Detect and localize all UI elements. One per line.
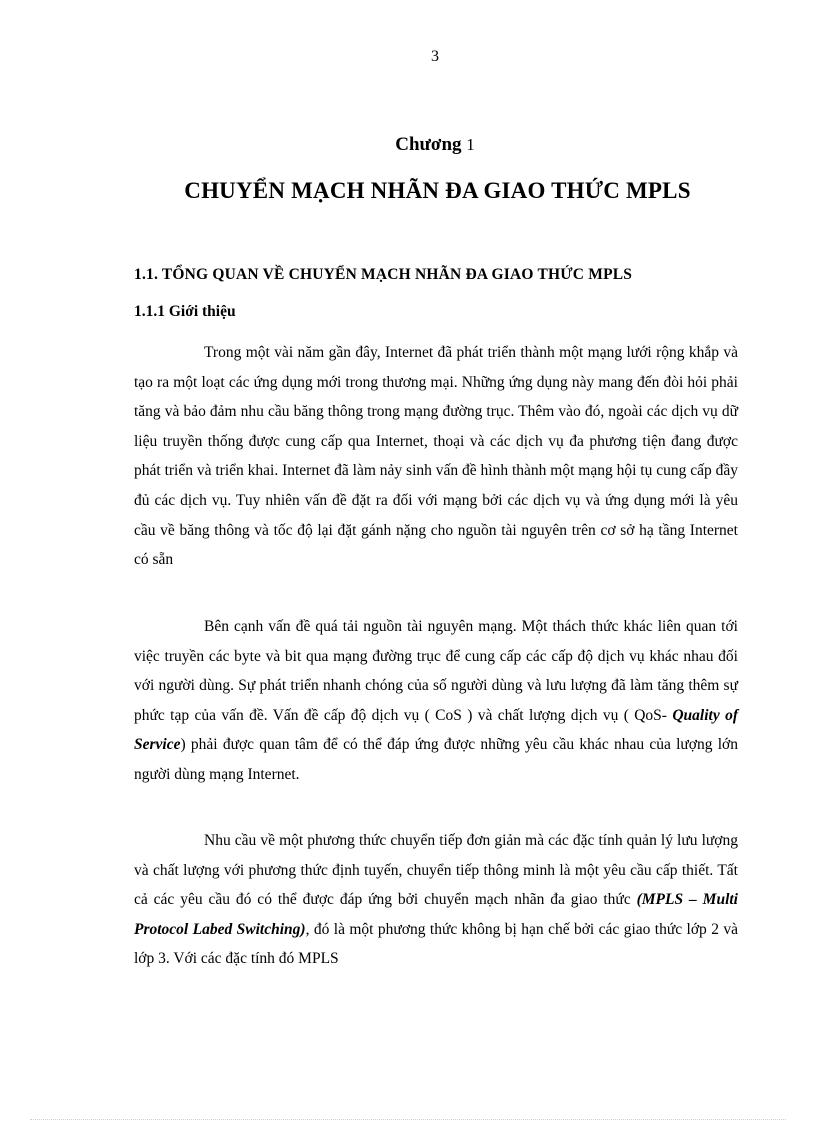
subsection-heading: 1.1.1 Giới thiệu: [134, 303, 236, 320]
section-heading: 1.1. TỔNG QUAN VỀ CHUYỂN MẠCH NHÃN ĐA GIAO THỨC MPLS: [134, 266, 633, 283]
paragraph-text: , đó là một phương thức không bị hạn chế bởi các giao thức lớp 2 và lớp 3. Với các đặc tính đó MPLS: [134, 920, 738, 968]
chapter-label: [0, 134, 816, 156]
paragraph-text: ) phải được quan tâm để có thể đáp ứng được những yêu cầu khác nhau của lượng lớn người dùng mạng Internet.: [134, 736, 738, 783]
chapter-label-word: Chương: [395, 134, 462, 155]
paragraph-text: Bên cạnh vấn đề quá tải nguồn tài nguyên mạng. Một thách thức khác liên quan tới việc truyền các byte và bit qua mạng đường trục để cung cấp các cấp độ dịch vụ khác nhau đối với người dùng. Sự phát triển nhanh chóng của số người dùng và lưu lượng đã làm tăng thêm sự phức tạp của vấn đề. Vấn đề cấp độ dịch vụ ( CoS ) và chất lượng dịch vụ ( QoS-: [134, 618, 738, 724]
emphasis-mpls-definition: (MPLS – Multi Protocol Labed Switching): [134, 891, 738, 938]
page-number: 3: [431, 48, 439, 65]
chapter-label-number: 1: [466, 135, 475, 154]
paragraph-text: Nhu cầu về một phương thức chuyển tiếp đơn giản mà các đặc tính quản lý lưu lượng và chất lượng với phương thức định tuyến, chuyển tiếp thông minh là một yêu cầu cấp thiết. Tất cả các yêu cầu đó có thể được đáp ứng bởi chuyển mạch nhãn đa giao thức: [134, 832, 738, 909]
paragraph-introduction: Trong một vài năm gần đây, Internet đã phát triển thành một mạng lưới rộng khắp và tạo ra một loạt các ứng dụng mới trong thương mại. Những ứng dụng này mang đến đòi hỏi phải tăng và bảo đảm nhu cầu băng thông trong mạng đường trục. Thêm vào đó, ngoài các dịch vụ dữ liệu truyền thống được cung cấp qua Internet, thoại và các dịch vụ đa phương tiện đang được phát triển và triển khai. Internet đã làm nảy sinh vấn đề hình thành một mạng hội tụ cung cấp đầy đủ các dịch vụ. Tuy nhiên vấn đề đặt ra đối với mạng bởi các dịch vụ và ứng dụng mới là yêu cầu về băng thông và tốc độ lại đặt gánh nặng cho nguồn tài nguyên trên cơ sở hạ tầng Internet có sẵn: [134, 344, 738, 569]
page-bottom-divider: [30, 1119, 786, 1120]
chapter-title: CHUYỂN MẠCH NHÃN ĐA GIAO THỨC MPLS: [184, 178, 691, 203]
paragraph-resource-overload: [134, 612, 738, 790]
emphasis-quality-of-service: Quality of Service: [134, 706, 738, 754]
paragraph-mpls-need: [134, 826, 738, 974]
